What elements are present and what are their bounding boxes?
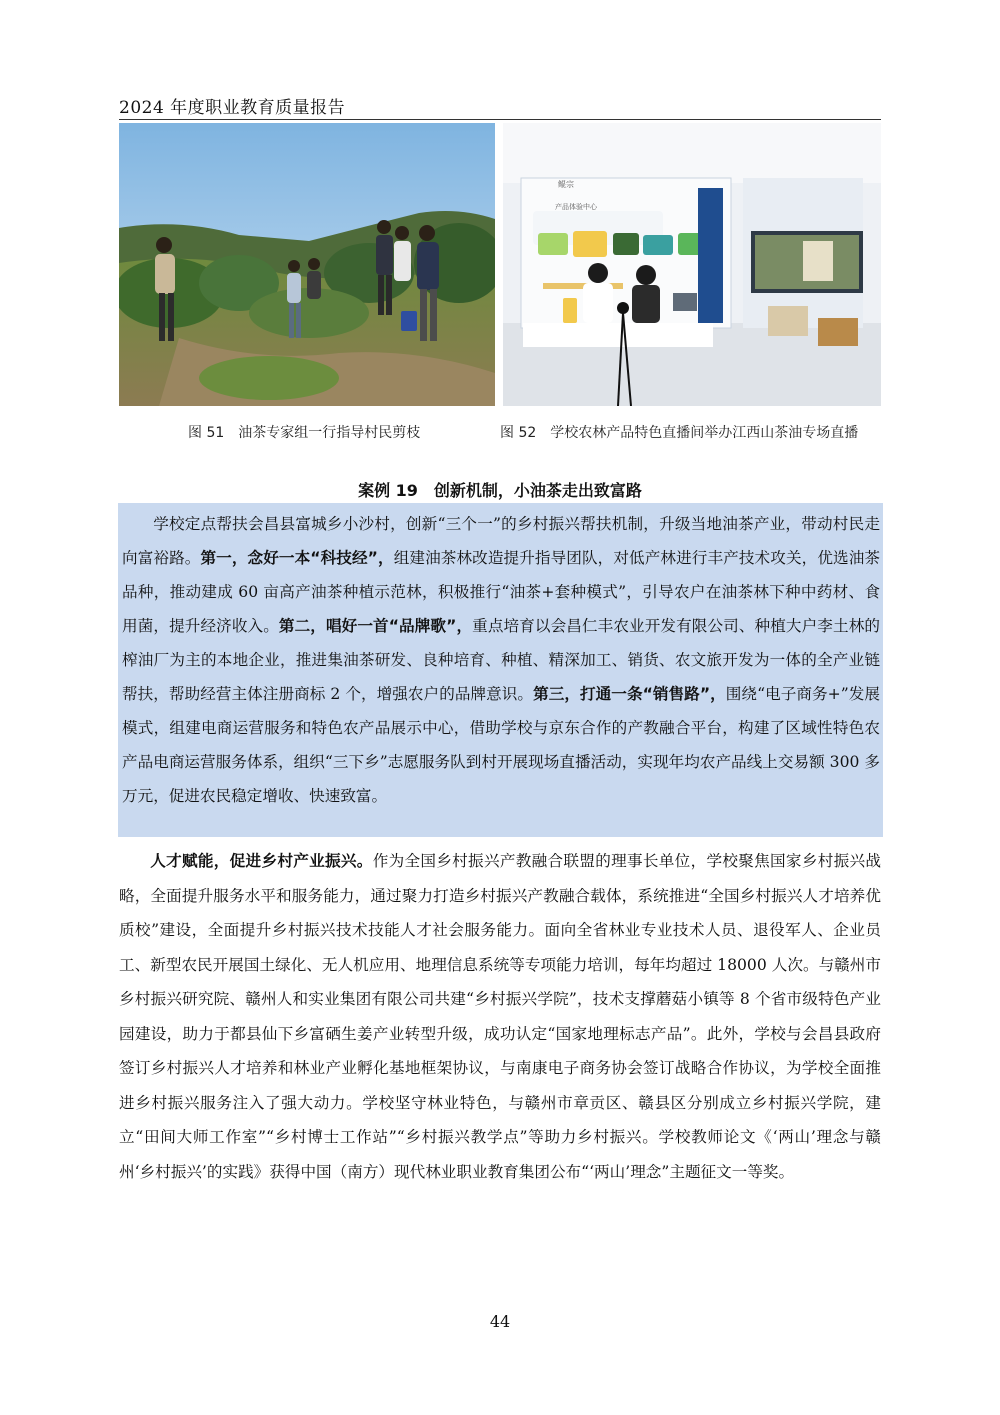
header-rule <box>119 119 881 120</box>
body-lead: 人才赋能，促进乡村产业振兴。 <box>150 852 373 870</box>
running-header: 2024 年度职业教育质量报告 <box>119 98 346 118</box>
studio-brand-text: 鲲宗 <box>558 180 574 189</box>
case-text-4: 围绕“电子商务+”发展模式，组建电商运营服务和特色农产品展示中心，借助学校与京东合作的产教融合平台，构建了区域性特色农产品电商运营服务体系，组织“三下乡”志愿服务队到村开展现场直播活动，实现年均农产品线上交易额 300 多万元，促进农民稳定增收、快速致富。 <box>122 685 881 805</box>
case-text-2: 组建油茶林改造提升指导团队，对低产林进行丰产技术攻关，优选油茶品种，推动建成 60 亩高产油茶种植示范林，积极推行“油茶+套种模式”，引导农户在油茶林下种中药材、食用菌，提升经济收入。 <box>122 549 880 635</box>
photo-livestream-graphic <box>503 123 881 406</box>
case-point-3: 第三，打通一条“销售路”， <box>533 685 726 703</box>
case-point-2: 第二，唱好一首“品牌歌”， <box>278 617 473 635</box>
studio-sign-text: 产品体验中心 <box>555 203 597 211</box>
body-text: 作为全国乡村振兴产教融合联盟的理事长单位，学校聚焦国家乡村振兴战略，全面提升服务水平和服务能力，通过聚力打造乡村振兴产教融合载体，系统推进“全国乡村振兴人才培养优质校”建设，全面提升乡村振兴技术技能人才社会服务能力。面向全省林业专业技术人员、退役军人、企业员工、新型农民开展国土绿化、无人机应用、地理信息系统等专项能力培训，每年均超过 18000 人次。与赣州市乡村振兴研究院、赣州人和实业集团有限公司共建“乡村振兴学院”，技术支撑蘑菇小镇等 8 个省市级特色产业园建设，助力于都县仙下乡富硒生姜产业转型升级，成功认定“国家地理标志产品”。此外，学校与会昌县政府签订乡村振兴人才培养和林业产业孵化基地框架协议，与南康电子商务协会签订战略合作协议，为学校全面推进乡村振兴服务注入了强大动力。学校坚守林业特色，与赣州市章贡区、赣县区分别成立乡村振兴学院，建立“田间大师工作室”“乡村博士工作站”“乡村振兴教学点”等助力乡村振兴。学校教师论文《‘两山’理念与赣州‘乡村振兴’的实践》获得中国（南方）现代林业职业教育集团公布“‘两山’理念”主题征文一等奖。 <box>119 852 881 1181</box>
photo-pruning-graphic <box>119 123 495 406</box>
photo-livestream-studio <box>503 123 881 406</box>
case-point-1: 第一，念好一本“科技经”， <box>200 549 394 567</box>
body-paragraph <box>119 844 881 1189</box>
case-text-1: 学校定点帮扶会昌县富城乡小沙村，创新“三个一”的乡村振兴帮扶机制，升级当地油茶产业，带动村民走向富裕路。 <box>122 515 880 567</box>
photo-pruning-guidance <box>119 123 495 406</box>
case-text-3: 重点培育以会昌仁丰农业开发有限公司、种植大户李土林的榨油厂为主的本地企业，推进集油茶研发、良种培育、种植、精深加工、销货、农文旅开发为一体的全产业链帮扶，帮助经营主体注册商标 2 个，增强农户的品牌意识。 <box>122 617 880 703</box>
case-title: 案例 19 创新机制，小油茶走出致富路 <box>358 481 642 500</box>
figure-caption-51: 图 51 油茶专家组一行指导村民剪枝 <box>188 425 421 441</box>
case-paragraph <box>122 507 880 813</box>
figure-caption-52: 图 52 学校农林产品特色直播间举办江西山茶油专场直播 <box>500 425 859 441</box>
page-number: 44 <box>489 1312 511 1331</box>
